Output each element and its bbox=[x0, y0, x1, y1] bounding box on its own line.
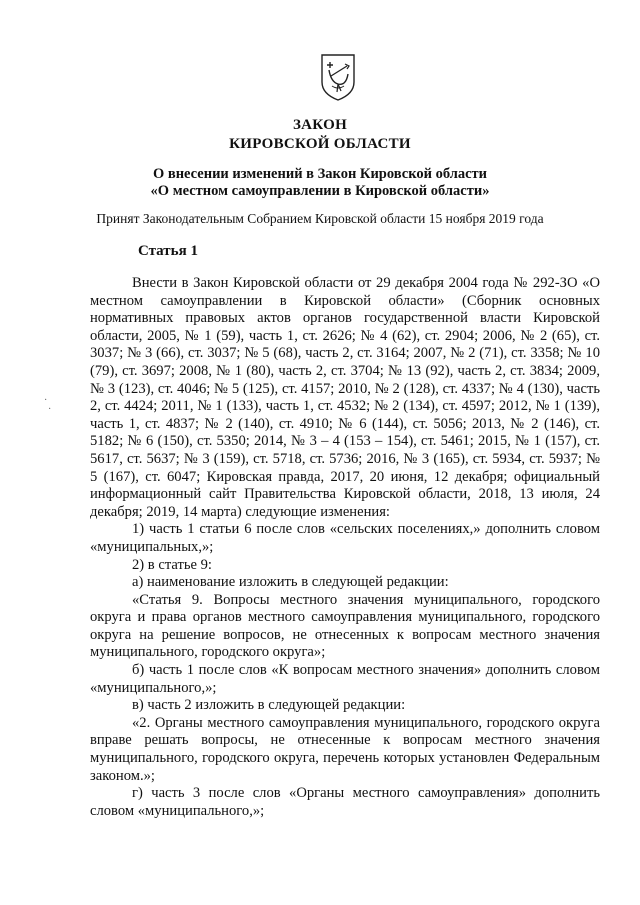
law-subject-line2: «О местном самоуправлении в Кировской области» bbox=[150, 183, 490, 199]
article-paragraph: а) наименование изложить в следующей редакции: bbox=[132, 574, 449, 591]
law-region-title: КИРОВСКОЙ ОБЛАСТИ bbox=[229, 136, 411, 152]
coat-of-arms-emblem bbox=[318, 52, 358, 102]
article-body bbox=[90, 275, 600, 820]
scan-speck: · bbox=[44, 395, 48, 406]
adoption-note: Принят Законодательным Собранием Кировской области 15 ноября 2019 года bbox=[96, 211, 544, 226]
law-subject-line1: О внесении изменений в Закон Кировской области bbox=[152, 166, 488, 182]
article-paragraph: б) часть 1 после слов «К вопросам местного значения» дополнить словом «муниципального,»; bbox=[90, 662, 600, 696]
article-paragraph: Внести в Закон Кировской области от 29 декабря 2004 года № 292-ЗО «О местном самоуправлении в Кировской области» (Сборник основных нормативных правовых актов органов государственной власти Кировской области, 2005, № 1 (59), часть 1, ст. 2626; № 4 (62), ст. 2904; 2006, № 2 (65), ст. 3037; № 3 (66), ст. 3037; № 5 (68), часть 2, ст. 3164; 2007, № 2 (71), ст. 3358; № 10 (79), ст. 3697; 2008, № 1 (80), часть 2, ст. 3704; № 13 (92), часть 2, ст. 3834; 2009, № 3 (123), ст. 4046; № 5 (125), ст. 4157; 2010, № 2 (128), ст. 4337; № 4 (130), часть 2, ст. 4424; 2011, № 1 (133), часть 1, ст. 4532; № 2 (134), ст. 4597; 2012, № 1 (139), часть 1, ст. 4837; № 2 (140), ст. 4910; № 6 (144), ст. 5056; 2013, № 2 (146), ст. 5182; № 6 (150), ст. 5350; 2014, № 3 – 4 (153 – 154), ст. 5461; 2015, № 1 (157), ст. 5617, ст. 5637; № 3 (159), ст. 5718, ст. 5736; 2016, № 3 (165), ст. 5934, ст. 5937; № 5 (167), ст. 6047; Кировская правда, 2017, 20 июня, 12 декабря; официальный информационный сайт Правительства Кировской области, 2018, 13 июля, 24 декабря; 2019, 14 марта) следующие изменения: bbox=[90, 275, 600, 520]
article-paragraph: 1) часть 1 статьи 6 после слов «сельских поселениях,» дополнить словом «муниципальных,»; bbox=[90, 521, 600, 555]
article-paragraph: «Статья 9. Вопросы местного значения муниципального, городского округа и права органов местного самоуправления муниципального, городского округа на решение вопросов, не отнесенных к вопросам местного значения муниципального, городского округа»; bbox=[90, 591, 600, 661]
article-paragraph: г) часть 3 после слов «Органы местного самоуправления» дополнить словом «муниципального,»; bbox=[90, 785, 600, 819]
article-paragraph: 2) в статье 9: bbox=[132, 556, 212, 573]
article-paragraph: «2. Органы местного самоуправления муниципального, городского округа вправе решать вопросы, не отнесенные к вопросам местного значения муниципального, городского округа, перечень которых установлен Федеральным законом.»; bbox=[90, 714, 600, 784]
article-paragraph: в) часть 2 изложить в следующей редакции: bbox=[132, 697, 406, 714]
scan-speck: · bbox=[48, 404, 52, 415]
law-title: ЗАКОН bbox=[292, 117, 348, 133]
article-heading: Статья 1 bbox=[138, 243, 198, 259]
